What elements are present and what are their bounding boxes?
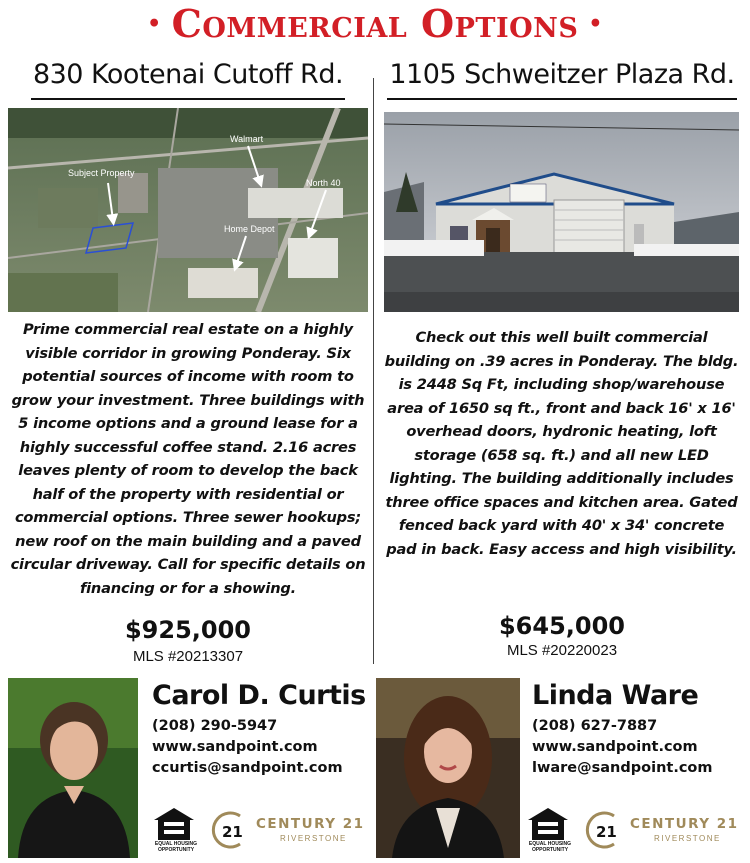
branding-logos — [526, 806, 750, 854]
page-title — [0, 2, 750, 46]
century21-seal-icon — [584, 810, 624, 850]
listing-price: $645,000 — [498, 612, 625, 640]
agent-email[interactable]: ccurtis@sandpoint.com — [152, 760, 343, 776]
aerial-photo — [8, 108, 368, 312]
listing-address: 830 Kootenai Cutoff Rd. — [31, 56, 345, 100]
listing-mls: MLS #20220023 — [506, 642, 618, 659]
label-subject-property: Subject Property — [68, 168, 135, 178]
listing-mls: MLS #20213307 — [132, 648, 244, 665]
agent-contact — [532, 716, 713, 779]
agent-name: Carol D. Curtis — [152, 680, 366, 711]
brokerage-name: CENTURY 21 — [630, 816, 739, 832]
title-dot-right: • — [588, 11, 603, 37]
svg-text:21: 21 — [222, 823, 243, 841]
title-dot-left: • — [147, 11, 162, 37]
brokerage-office: RIVERSTONE — [280, 834, 347, 843]
agent-card-1 — [8, 678, 368, 858]
label-home-depot: Home Depot — [224, 224, 275, 234]
building-photo — [384, 112, 739, 312]
agent-contact — [152, 716, 343, 779]
label-north-40: North 40 — [306, 178, 341, 188]
equal-housing-text: EQUAL HOUSING OPPORTUNITY — [154, 841, 198, 853]
century21-seal-icon — [210, 810, 250, 850]
brokerage-office: RIVERSTONE — [654, 834, 721, 843]
agent-photo — [376, 678, 520, 858]
equal-housing-text: EQUAL HOUSING OPPORTUNITY — [528, 841, 572, 853]
agent-email[interactable]: lware@sandpoint.com — [532, 760, 713, 776]
brokerage-name: CENTURY 21 — [256, 816, 365, 832]
svg-text:21: 21 — [596, 823, 617, 841]
listing-2 — [382, 56, 742, 659]
agent-website[interactable]: www.sandpoint.com — [532, 739, 698, 755]
agent-card-2 — [376, 678, 746, 858]
agent-photo — [8, 678, 138, 858]
label-walmart: Walmart — [230, 134, 264, 144]
agent-phone[interactable]: (208) 290-5947 — [152, 718, 278, 734]
listing-description: Prime commercial real estate on a highly visible corridor in growing Ponderay. Six potential sources of income with room to grow your investment. Three buildings with 5 income options and a ground lease for a highly successful coffee stand. 2.16 acres leaves plenty of room to develop the back half of the property with residential or commercial options. Three sewer hookups; new roof on the main building and a paved circular driveway. Call for specific details on financing or for a showing. — [10, 321, 366, 597]
title-text: Commercial Options — [171, 1, 579, 46]
agent-website[interactable]: www.sandpoint.com — [152, 739, 318, 755]
agent-name: Linda Ware — [532, 680, 699, 711]
listing-address: 1105 Schweitzer Plaza Rd. — [387, 56, 736, 100]
listing-description: Check out this well built commercial building on .39 acres in Ponderay. The bldg. is 2448 Sq Ft, including shop/warehouse area of 1650 sq ft., front and back 16' x 16' overhead doors, hydronic heating, loft storage (658 sq. ft.) and all new LED lighting. The building additionally includes three office spaces and kitchen area. Gated fenced back yard with 40' x 34' concrete pad in back. Easy access and high visibility. — [384, 329, 739, 558]
listing-price: $925,000 — [124, 616, 251, 644]
listing-1 — [8, 56, 368, 665]
branding-logos — [152, 806, 378, 854]
column-divider — [373, 78, 374, 664]
agent-phone[interactable]: (208) 627-7887 — [532, 718, 658, 734]
